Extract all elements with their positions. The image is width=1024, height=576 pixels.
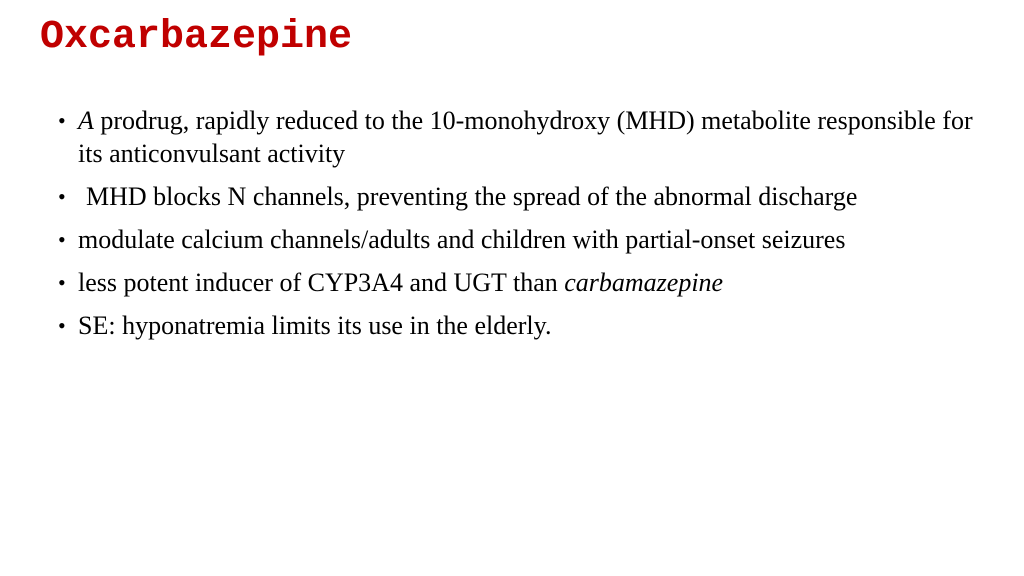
bullet-item xyxy=(58,266,988,299)
bullet-text: less potent inducer of CYP3A4 and UGT than xyxy=(78,268,565,297)
bullet-item xyxy=(58,104,988,170)
bullet-icon: • xyxy=(58,270,66,295)
bullet-text: prodrug, rapidly reduced to the 10-monohydroxy (MHD) metabolite responsible for its anticonvulsant activity xyxy=(78,106,973,168)
bullet-item xyxy=(58,180,988,213)
bullet-icon: • xyxy=(58,227,66,252)
bullet-icon: • xyxy=(58,184,66,209)
bullet-italic-suffix: carbamazepine xyxy=(564,268,724,297)
bullet-icon: • xyxy=(58,313,66,338)
bullet-italic-prefix: A xyxy=(78,106,94,135)
bullet-list xyxy=(58,104,988,352)
bullet-text: SE: hyponatremia limits its use in the elderly. xyxy=(78,311,552,340)
bullet-item xyxy=(58,309,988,342)
bullet-item xyxy=(58,223,988,256)
bullet-text: MHD blocks N channels, preventing the spread of the abnormal discharge xyxy=(86,182,858,211)
bullet-text: modulate calcium channels/adults and children with partial-onset seizures xyxy=(78,225,846,254)
bullet-icon: • xyxy=(58,108,66,133)
slide-title: Oxcarbazepine xyxy=(40,15,353,60)
